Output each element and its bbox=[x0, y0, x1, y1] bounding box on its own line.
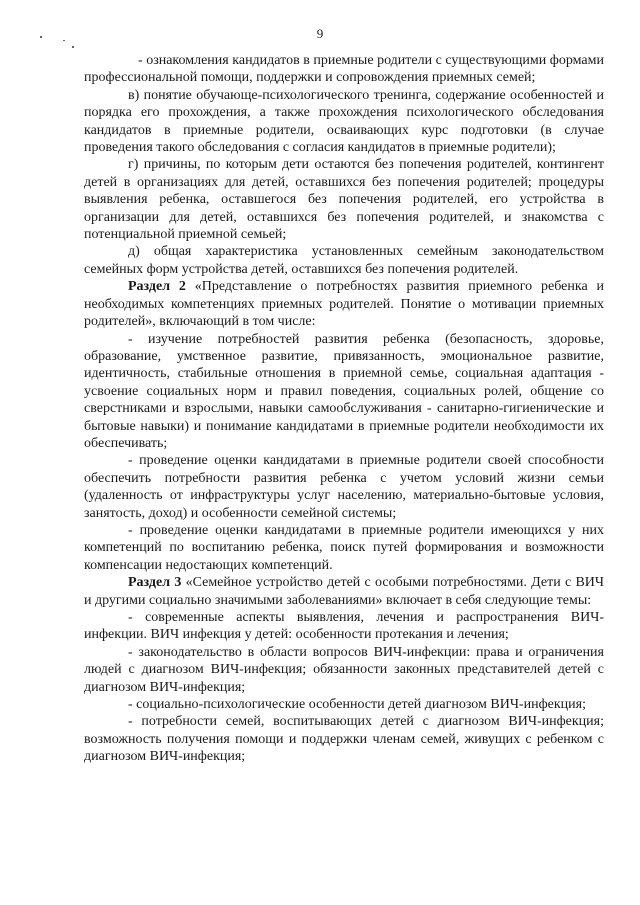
paragraph: - проведение оценки кандидатами в приемные родители своей способности обеспечить потребности развития ребенка с учетом условий жизни семьи (удаленность от инфраструктуры услуг населению, материально-бытовые условия, занятость, доход) и особенности семейной системы; bbox=[84, 453, 604, 521]
section-text: «Семейное устройство детей с особыми потребностями. Дети с ВИЧ и другими социально значимыми заболеваниями» включает в себя следующие темы: bbox=[84, 575, 605, 608]
paragraph: - ознакомления кандидатов в приемные родители с существующими формами профессиональной помощи, поддержки и сопровождения приемных семей; bbox=[84, 53, 604, 86]
page-number: 9 bbox=[316, 26, 324, 41]
paragraph: - современные аспекты выявления, лечения и распространения ВИЧ-инфекции. ВИЧ инфекция у детей: особенности протекания и лечения; bbox=[84, 610, 604, 643]
paragraph: в) понятие обучающе-психологического тренинга, содержание особенностей и порядка его прохождения, а также прохождения психологического обследования кандидатов в приемные родители, осваивающих курс подготовки (в случае проведения такого обследования с согласия кандидатов в приемные родители); bbox=[84, 87, 604, 156]
scan-speck bbox=[72, 46, 74, 48]
paragraph: - законодательство в области вопросов ВИЧ-инфекции: права и ограничения людей с диагнозом ВИЧ-инфекция; обязанности законных представителей детей с диагнозом ВИЧ-инфекция; bbox=[84, 644, 604, 695]
paragraph: - социально-психологические особенности детей диагнозом ВИЧ-инфекция; bbox=[128, 697, 586, 713]
section-paragraph bbox=[84, 574, 604, 609]
paragraph: г) причины, по которым дети остаются без попечения родителей, контингент детей в организациях для детей, оставшихся без попечения родителей; процедуры выявления ребенка, оставшегося без попечения родителей, его устройства в организации для детей, оставшихся без попечения родителей, и знакомства с потенциальной приемной семьей; bbox=[84, 157, 604, 243]
section-paragraph bbox=[84, 278, 604, 330]
paragraph: - проведение оценки кандидатами в приемные родители имеющихся у них компетенций по воспитанию ребенка, поиск путей формирования и возможности компенсации недостающих компетенций. bbox=[84, 522, 604, 573]
paragraph: - потребности семей, воспитывающих детей с диагнозом ВИЧ-инфекция; возможность получения помощи и поддержки членам семей, живущих с ребенком с диагнозом ВИЧ-инфекция; bbox=[84, 714, 604, 765]
paragraph: д) общая характеристика установленных семейным законодательством семейных форм устройства детей, оставшихся без попечения родителей. bbox=[84, 244, 604, 277]
document-body bbox=[84, 52, 604, 766]
section-heading: Раздел 2 bbox=[128, 279, 186, 295]
paragraph: - изучение потребностей развития ребенка (безопасность, здоровье, образование, умственное развитие, привязанность, эмоциональное развитие, идентичность, стабильные отношения в приемной семье, социальная адаптация - усвоение социальных норм и правил поведения, социальных ролей, общение со сверстниками и взрослыми, навыки самообслуживания - санитарно-гигиенические и бытовые навыки) и понимание кандидатами в приемные родители необходимости их обеспечивать; bbox=[84, 331, 604, 451]
section-heading: Раздел 3 bbox=[128, 575, 182, 591]
section-text: «Представление о потребностях развития приемного ребенка и необходимых компетенциях приемных родителей. Понятие о мотивации приемных родителей», включающий в том числе: bbox=[84, 279, 604, 330]
